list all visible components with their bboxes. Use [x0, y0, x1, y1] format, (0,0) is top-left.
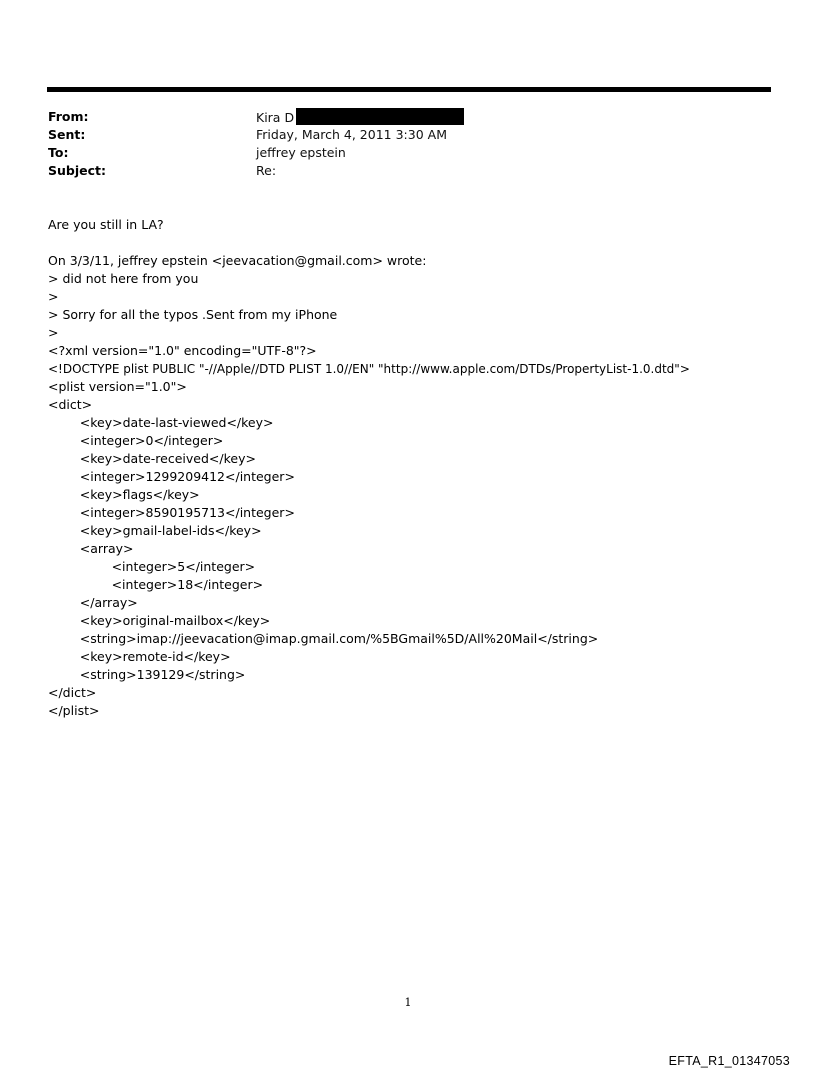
body-line: <key>original-mailbox</key> [48, 613, 271, 628]
body-line: > [48, 325, 59, 340]
body-line: <string>imap://jeevacation@imap.gmail.com/%5BGmail%5D/All%20Mail</string> [48, 631, 599, 646]
body-line: <integer>5</integer> [48, 559, 256, 574]
body-line: > Sorry for all the typos .Sent from my iPhone [48, 307, 338, 322]
from-value [256, 108, 464, 127]
page-number: 1 [404, 996, 412, 1009]
from-name: Kira D [256, 110, 295, 125]
body-line: <integer>1299209412</integer> [48, 469, 295, 484]
body-line: </dict> [48, 685, 97, 700]
body-line: <string>139129</string> [48, 667, 246, 682]
to-value: jeffrey epstein [256, 145, 346, 160]
to-label: To: [48, 145, 69, 160]
redaction-box [296, 108, 464, 125]
body-line: <key>remote-id</key> [48, 649, 231, 664]
body-line: <dict> [48, 397, 93, 412]
body-line: <?xml version="1.0" encoding="UTF-8"?> [48, 343, 317, 358]
sent-label: Sent: [48, 127, 86, 142]
body-line: On 3/3/11, jeffrey epstein <jeevacation@gmail.com> wrote: [48, 253, 427, 268]
body-line: <key>flags</key> [48, 487, 200, 502]
subject-label: Subject: [48, 163, 106, 178]
body-line: > did not here from you [48, 271, 199, 286]
body-line: </plist> [48, 703, 100, 718]
body-line: <plist version="1.0"> [48, 379, 187, 394]
body-line: <key>date-last-viewed</key> [48, 415, 274, 430]
body-line: <integer>8590195713</integer> [48, 505, 295, 520]
body-line: <!DOCTYPE plist PUBLIC "-//Apple//DTD PLIST 1.0//EN" "http://www.apple.com/DTDs/PropertyList-1.0.dtd"> [48, 362, 690, 376]
body-line: > [48, 289, 59, 304]
body-line: <integer>18</integer> [48, 577, 264, 592]
from-label: From: [48, 109, 89, 124]
sent-value: Friday, March 4, 2011 3:30 AM [256, 127, 447, 142]
body-line: <key>gmail-label-ids</key> [48, 523, 262, 538]
document-id: EFTA_R1_01347053 [668, 1054, 790, 1068]
body-line: <array> [48, 541, 134, 556]
subject-value: Re: [256, 163, 277, 178]
body-line: Are you still in LA? [48, 217, 164, 232]
body-line: </array> [48, 595, 138, 610]
body-line: <integer>0</integer> [48, 433, 224, 448]
header-divider [47, 87, 771, 92]
body-line: <key>date-received</key> [48, 451, 256, 466]
